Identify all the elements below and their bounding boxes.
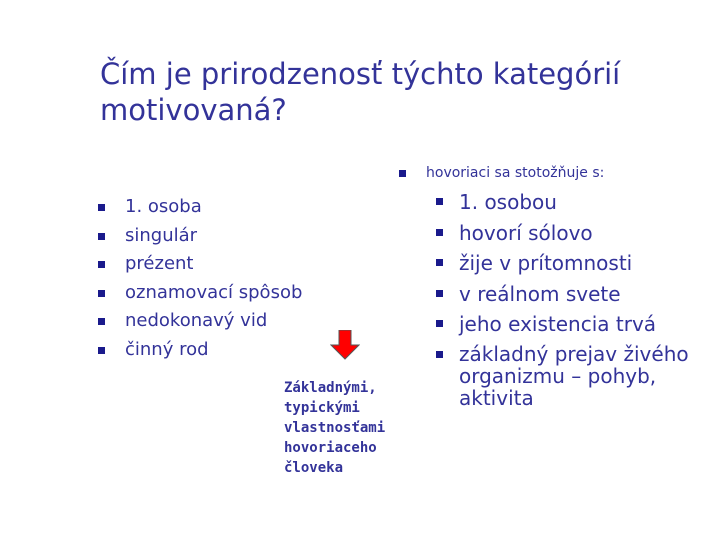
- left-item: [98, 307, 302, 336]
- right-item-label: žije v prítomnosti: [459, 251, 633, 275]
- note-line: Základnými,: [284, 380, 377, 396]
- square-bullet-icon: [436, 229, 443, 236]
- right-item-label: 1. osobou: [459, 190, 557, 214]
- left-bullet-list: [98, 193, 302, 364]
- left-item-label: nedokonavý vid: [125, 310, 268, 331]
- down-arrow-icon: [330, 330, 360, 360]
- title-line-1: Čím je prirodzenosť týchto kategórií: [100, 57, 621, 91]
- right-item-label: jeho existencia trvá: [459, 312, 657, 336]
- right-item: [436, 279, 706, 310]
- square-bullet-icon: [98, 261, 105, 268]
- right-item: [436, 248, 706, 279]
- note-line: hovoriaceho: [284, 440, 377, 456]
- square-bullet-icon: [98, 318, 105, 325]
- square-bullet-icon: [436, 198, 443, 205]
- title-line-2: motivovaná?: [100, 93, 287, 127]
- square-bullet-icon: [436, 259, 443, 266]
- square-bullet-icon: [436, 290, 443, 297]
- right-bullet-list: [436, 187, 706, 409]
- note-line: typickými: [284, 400, 360, 416]
- right-heading-label: hovoriaci sa stotožňuje s:: [426, 165, 605, 181]
- square-bullet-icon: [98, 290, 105, 297]
- right-item: [436, 340, 706, 409]
- right-item: [436, 187, 706, 218]
- note-line: človeka: [284, 460, 344, 476]
- left-item-label: oznamovací spôsob: [125, 281, 303, 303]
- right-item-label: v reálnom svete: [459, 281, 621, 306]
- left-item: [98, 193, 302, 222]
- right-item-label: základný prejav živého organizmu – pohyb, aktivita: [459, 341, 689, 410]
- left-item-label: singulár: [125, 224, 198, 246]
- left-item-label: 1. osoba: [125, 196, 202, 217]
- note-line: vlastnosťami: [284, 420, 386, 436]
- slide-title: [100, 56, 660, 128]
- square-bullet-icon: [399, 170, 406, 177]
- right-item: [436, 218, 706, 249]
- left-item: [98, 250, 302, 279]
- square-bullet-icon: [98, 347, 105, 354]
- square-bullet-icon: [98, 233, 105, 240]
- right-heading: [399, 164, 604, 182]
- square-bullet-icon: [436, 320, 443, 327]
- square-bullet-icon: [436, 351, 443, 358]
- left-item: [98, 222, 302, 251]
- left-item: [98, 279, 302, 308]
- left-item-label: prézent: [125, 253, 194, 274]
- arrow-note: [284, 378, 414, 478]
- square-bullet-icon: [98, 204, 105, 211]
- left-item: [98, 336, 302, 365]
- right-item-label: hovorí sólovo: [459, 220, 593, 245]
- left-item-label: činný rod: [125, 338, 209, 360]
- right-item: [436, 309, 706, 340]
